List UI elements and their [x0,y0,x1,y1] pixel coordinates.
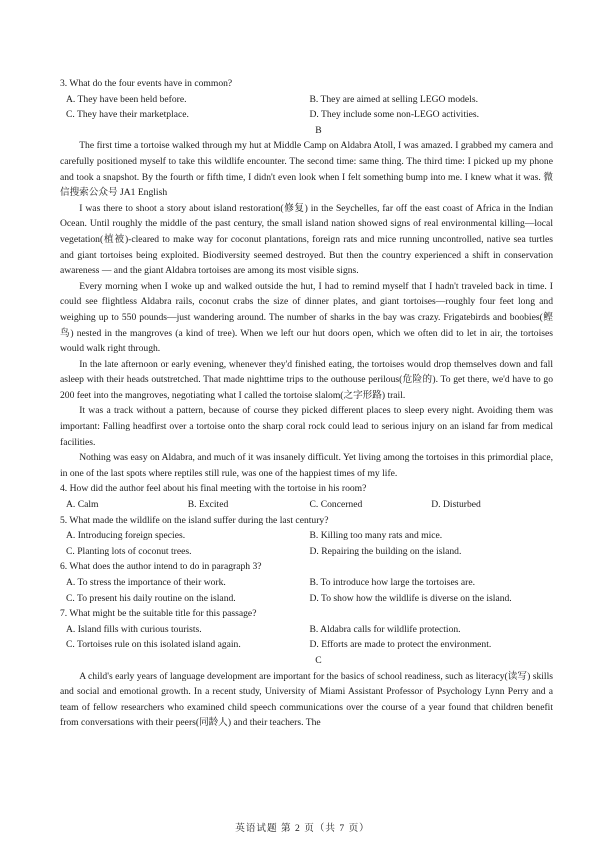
q6-option-b: B. To introduce how large the tortoises are. [309,577,475,588]
q6-option-c: C. To present his daily routine on the island. [66,592,236,604]
q5-option-d: D. Repairing the building on the island. [309,545,462,557]
q6-stem: 6. What does the author intend to do in paragraph 3? [60,561,262,573]
q5-option-b: B. Killing too many rats and mice. [309,530,443,542]
q7-option-a: A. Island fills with curious tourists. [66,623,202,635]
passage-b-paragraph-4: In the late afternoon or early evening, whenever they'd finished eating, the tortoises would drop themselves down and fall asleep with their heads outstretched. That made nighttime trips to the outhouse perilous(危险的). To get there, we'd have to go 200 feet into the mangroves, negotiating what I called the tortoise slalom(之字形路) trail. [60,358,553,401]
q4-options [60,497,553,513]
q6-option-d: D. To show how the wildlife is diverse on the island. [309,592,512,604]
q5-option-c: C. Planting lots of coconut trees. [66,545,192,557]
q7-options [60,622,553,653]
q3-option-b: B. They are aimed at selling LEGO models. [309,93,478,105]
q4-stem: 4. How did the author feel about his final meeting with the tortoise in his room? [60,483,367,495]
q3-stem: 3. What do the four events have in common? [60,78,233,89]
passage-b-paragraph-5: It was a track without a pattern, because of course they picked different places to sleep every night. Avoiding them was important: Falling headfirst over a tortoise onto the sharp coral rock could lead to serious injury on an island far from medical facilities. [60,405,553,448]
q7-option-d: D. Efforts are made to protect the environment. [309,639,492,651]
section-c-heading: C [315,654,322,666]
q4-option-c: C. Concerned [309,499,363,511]
section-b-heading: B [315,124,322,136]
passage-c-paragraph-1: A child's early years of language development are important for the basics of school readiness, such as literacy(读写) skills and social and emotional growth. In a recent study, University of Miami Assistant Professor of Psychology Lynn Perry and a team of fellow researchers who examined child speech communications over the course of a year found that children benefit from conversations with their peers(同龄人) and their teachers. The [60,670,553,729]
q3-option-d: D. They include some non-LEGO activities. [309,109,480,121]
q4-option-a: A. Calm [66,499,99,511]
q3-options [60,92,553,123]
page-footer: 英语试题 第 2 页（共 7 页） [235,823,370,834]
q5-stem: 5. What made the wildlife on the island suffer during the last century? [60,514,329,526]
q6-options [60,575,553,606]
q4-option-d: D. Disturbed [431,499,481,511]
q5-option-a: A. Introducing foreign species. [66,530,186,542]
passage-b-paragraph-1: The first time a tortoise walked through my hut at Middle Camp on Aldabra Atoll, I was amazed. I grabbed my camera and carefully positioned myself to take this wildlife encounter. The second time: same thing. The third time: I picked up my phone and took a snapshot. By the fourth or fifth time, I didn't even look when I felt something bump into me. I knew what it was. 微信搜索公众号 JA1 English [60,140,553,199]
passage-b-paragraph-3: Every morning when I woke up and walked outside the hut, I had to remind myself that I hadn't traveled back in time. I could see flightless Aldabra rails, coconut crabs the size of dinner plates, and giant tortoises—roughly four feet long and weighing up to 550 pounds—just wandering around. The number of sharks in the bay was crazy. Frigatebirds and boobies(鲣鸟) nested in the mangroves (a kind of tree). When we left our hut doors open, which we often did to let in air, the tortoises would walk right through. [60,280,553,355]
q5-options [60,528,553,559]
q3-option-a: A. They have been held before. [66,93,187,105]
passage-b-paragraph-2: I was there to shoot a story about island restoration(修复) in the Seychelles, far off the east coast of Africa in the Indian Ocean. Until roughly the middle of the past century, the small island nation showed signs of real environmental killing—local vegetation(植被)-cleared to make way for coconut plantations, foreign rats and mice running uncontrolled, native sea turtles and giant tortoises being exploited. Biodiversity seemed destroyed. But then the country experienced a shift in conservation awareness — and the giant Aldabra tortoises are among its most visible signs. [60,202,553,277]
q7-stem: 7. What might be the suitable title for this passage? [60,608,257,620]
q4-option-b: B. Excited [187,499,229,511]
q7-option-c: C. Tortoises rule on this isolated island again. [66,639,241,651]
passage-b-paragraph-6: Nothing was easy on Aldabra, and much of it was insanely difficult. Yet living among the tortoises in this primordial place, in one of the last spots where reptiles still rule, was one of the happiest times of my life. [60,452,553,479]
q7-option-b: B. Aldabra calls for wildlife protection. [309,623,461,635]
q6-option-a: A. To stress the importance of their work. [66,577,226,588]
q3-option-c: C. They have their marketplace. [66,109,189,121]
